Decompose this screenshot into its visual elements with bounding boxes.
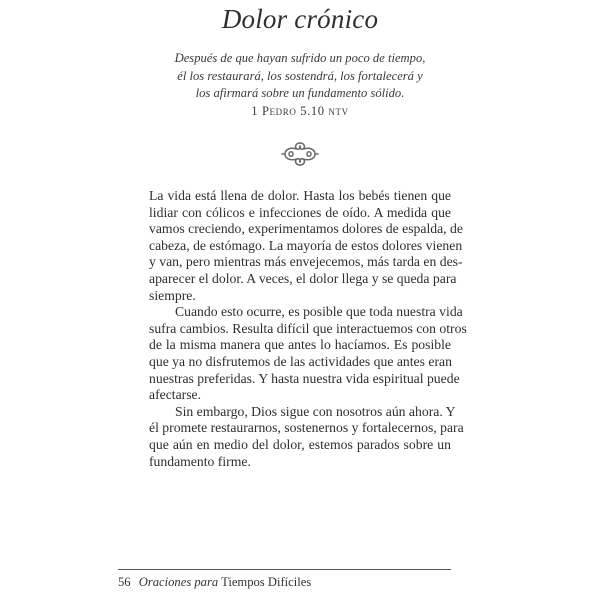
scripture-reference: 1 Pedro 5.10 ntv	[251, 104, 349, 118]
body-line: nuestras preferidas. Y hasta nuestra vida espiritual puede	[149, 370, 460, 386]
epigraph-line: los afirmará sobre un fundamento sólido.	[195, 86, 405, 100]
epigraph	[150, 50, 450, 103]
body-line: de la misma manera que antes lo hacíamos. Es posible	[149, 337, 451, 353]
body-line: lidiar con cólicos e infecciones de oído. A medida que	[149, 204, 451, 220]
body-line: que ya no disfrutemos de las actividades que antes eran	[149, 353, 452, 369]
body-line: aparecer el dolor. A veces, el dolor llega y se queda para	[149, 270, 457, 286]
epigraph-line: Después de que hayan sufrido un poco de tiempo,	[174, 51, 426, 65]
body-line: vamos creciendo, experimentamos dolores de espalda, de	[149, 221, 463, 237]
footer-divider	[118, 569, 451, 570]
body-line: que aún en medio del dolor, estemos parados sobre un	[149, 436, 451, 452]
body-line: y van, pero mientras más envejecemos, más tarda en des-	[149, 254, 463, 270]
body-line: Sin embargo, Dios sigue con nosotros aún ahora. Y	[175, 403, 456, 419]
body-line: él promete restaurarnos, sostenernos y fortalecernos, para	[149, 420, 464, 436]
scroll-ornament-icon	[279, 139, 321, 169]
body-line: Cuando esto ocurre, es posible que toda nuestra vida	[175, 304, 463, 320]
book-title-italic: Oraciones para	[138, 575, 219, 589]
body-line: La vida está llena de dolor. Hasta los bebés tienen que	[149, 188, 451, 203]
page-title: Dolor crónico	[221, 4, 379, 34]
page-footer	[118, 575, 311, 590]
body-text	[149, 188, 467, 470]
book-title: Tiempos Difíciles	[221, 575, 312, 589]
page-number: 56	[118, 575, 131, 589]
body-line: cabeza, de estómago. La mayoría de estos dolores vienen	[149, 237, 463, 253]
body-line: fundamento firme.	[149, 453, 251, 469]
epigraph-line: él los restaurará, los sostendrá, los fortalecerá y	[177, 68, 423, 83]
body-line: sufra cambios. Resulta difícil que interactuemos con otros	[149, 320, 467, 336]
body-line: siempre.	[149, 287, 196, 303]
body-line: afectarse.	[149, 387, 202, 403]
